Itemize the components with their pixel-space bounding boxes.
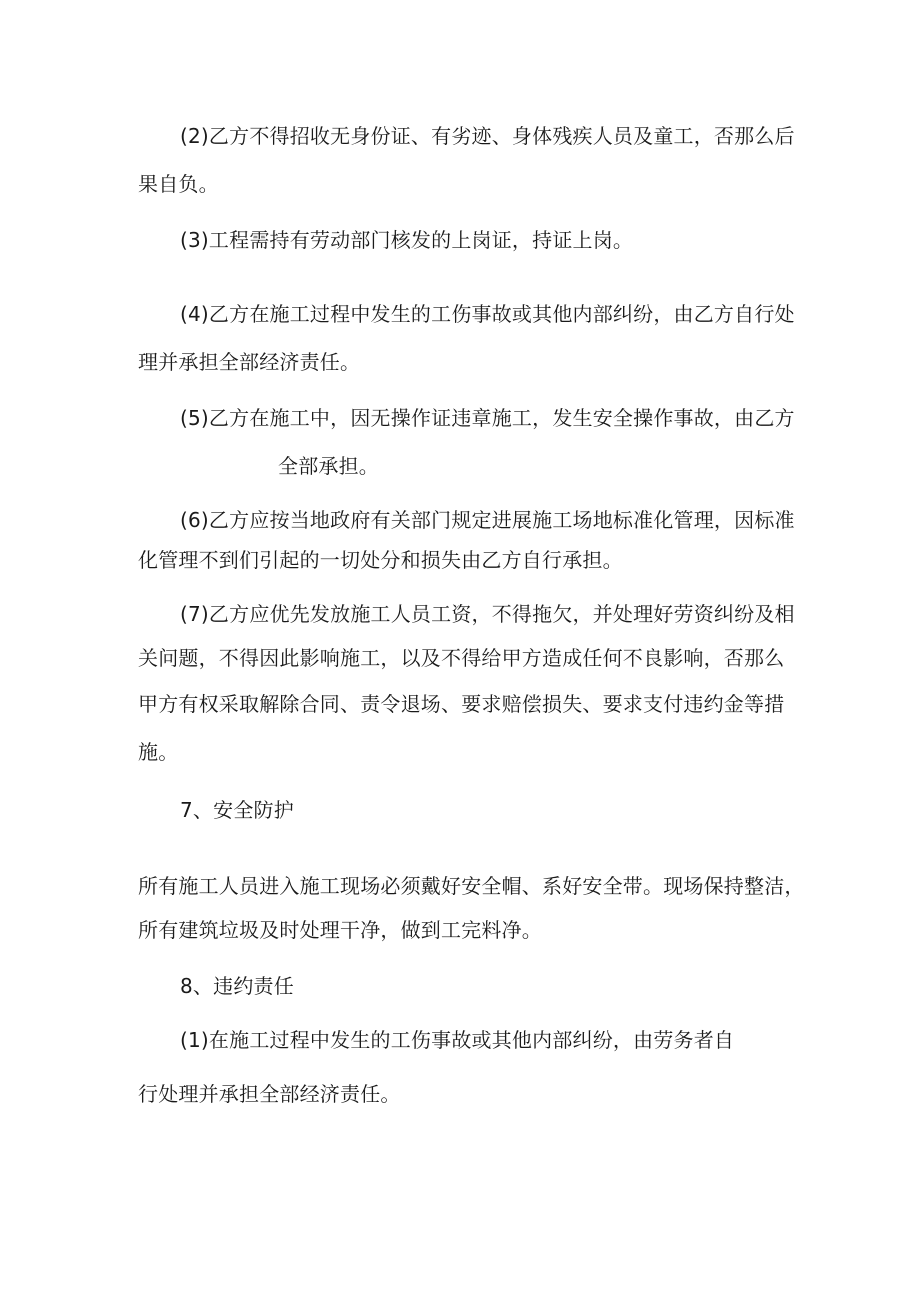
section-8-item-1-line-2: 行处理并承担全部经济责任。 bbox=[138, 1082, 401, 1106]
item-7-line-4: 施。 bbox=[138, 740, 179, 764]
section-8-item-1-line-1: (1)在施工过程中发生的工伤事故或其他内部纠纷，由劳务者自 bbox=[180, 1028, 735, 1052]
item-5-line-2: 全部承担。 bbox=[278, 454, 379, 478]
item-3-line-1: (3)工程需持有劳动部门核发的上岗证，持证上岗。 bbox=[180, 228, 634, 252]
section-7-heading: 7、安全防护 bbox=[180, 798, 294, 822]
item-2-line-2: 果自负。 bbox=[138, 172, 219, 196]
item-7-line-1: (7)乙方应优先发放施工人员工资，不得拖欠，并处理好劳资纠纷及相 bbox=[180, 602, 795, 626]
item-2-line-1: (2)乙方不得招收无身份证、有劣迹、身体残疾人员及童工，否那么后 bbox=[180, 124, 795, 148]
section-7-body-line-1: 所有施工人员进入施工现场必须戴好安全帽、系好安全带。现场保持整洁， bbox=[138, 874, 805, 898]
item-7-line-3: 甲方有权采取解除合同、责令退场、要求赔偿损失、要求支付违约金等措 bbox=[138, 692, 785, 716]
item-6-line-1: (6)乙方应按当地政府有关部门规定进展施工场地标准化管理，因标准 bbox=[180, 508, 795, 532]
item-7-line-2: 关问题，不得因此影响施工，以及不得给甲方造成任何不良影响，否那么 bbox=[138, 646, 785, 670]
item-5-line-1: (5)乙方在施工中，因无操作证违章施工，发生安全操作事故，由乙方 bbox=[180, 406, 795, 430]
item-4-line-2: 理并承担全部经济责任。 bbox=[138, 350, 361, 374]
section-7-body-line-2: 所有建筑垃圾及时处理干净，做到工完料净。 bbox=[138, 918, 542, 942]
item-4-line-1: (4)乙方在施工过程中发生的工伤事故或其他内部纠纷，由乙方自行处 bbox=[180, 302, 795, 326]
section-8-heading: 8、违约责任 bbox=[180, 974, 294, 998]
item-6-line-2: 化管理不到们引起的一切处分和损失由乙方自行承担。 bbox=[138, 548, 623, 572]
